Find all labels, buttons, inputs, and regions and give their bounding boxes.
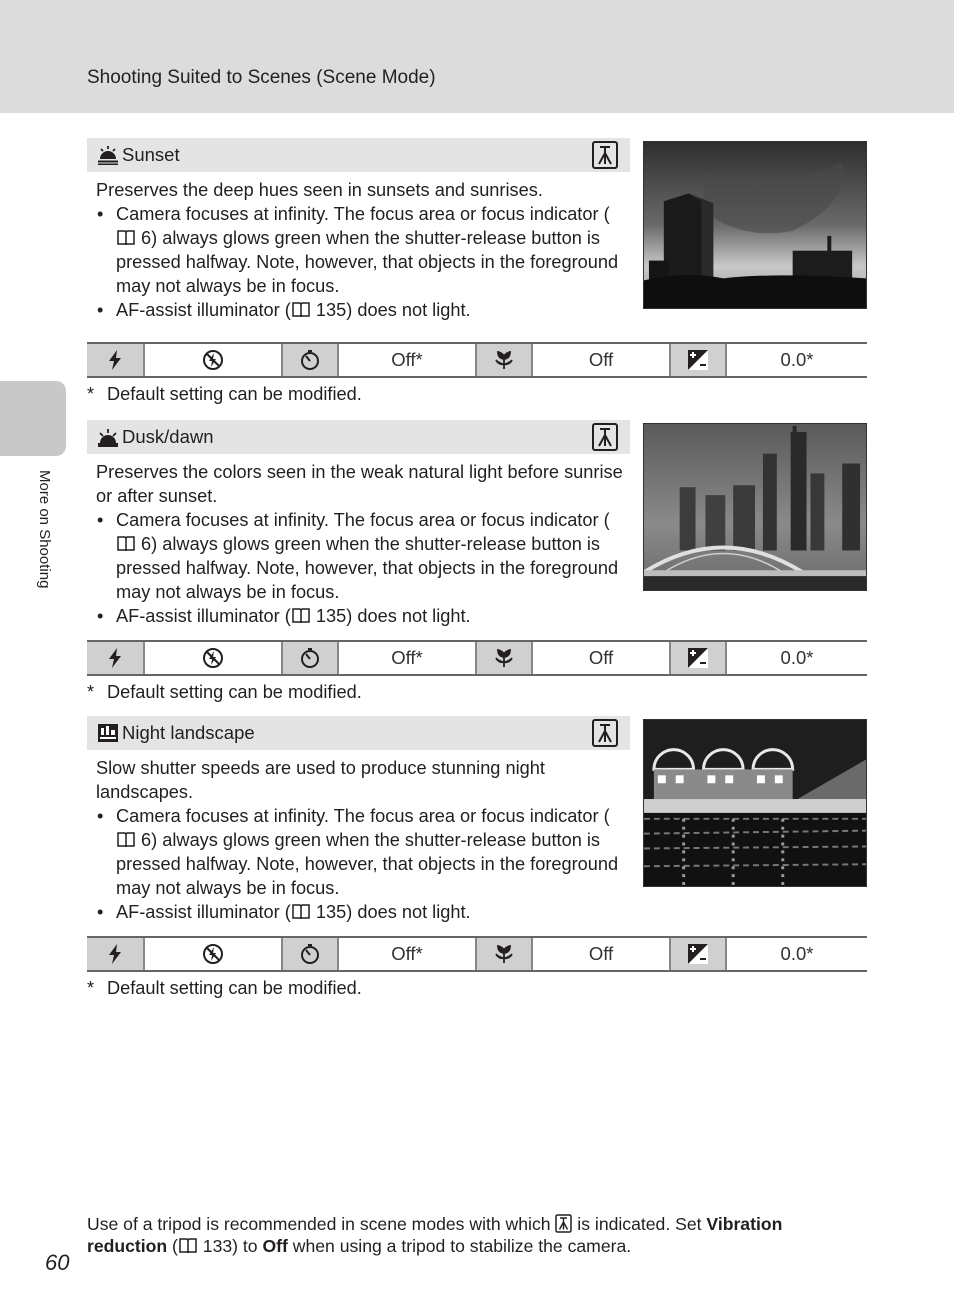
- footnote: [87, 978, 362, 999]
- header-band: [0, 0, 954, 113]
- flash-mode-cell: [87, 938, 143, 970]
- flash-value-cell: [143, 938, 281, 970]
- sunset-photo: [643, 141, 867, 309]
- exposure-value: 0.0*: [725, 938, 867, 970]
- bullet-text-a: AF-assist illuminator (: [116, 606, 291, 626]
- flash-mode-cell: [87, 344, 143, 376]
- self-timer-value: Off*: [337, 938, 475, 970]
- page-header-title: Shooting Suited to Scenes (Scene Mode): [87, 67, 436, 88]
- bullet-af-assist: [96, 604, 626, 628]
- tripod-icon: [555, 1214, 572, 1233]
- bullet-af-assist: [96, 900, 626, 924]
- tripod-usage-note: [87, 1213, 847, 1257]
- intro-text: Slow shutter speeds are used to produce stunning night landscapes.: [96, 758, 545, 802]
- bullet-focus: [96, 508, 626, 604]
- self-timer-value: Off*: [337, 344, 475, 376]
- exposure-value: 0.0*: [725, 344, 867, 376]
- section-sunset: [87, 138, 867, 408]
- night-landscape-icon: [97, 723, 119, 743]
- settings-bar: [87, 936, 867, 972]
- exposure-comp-cell: [669, 344, 725, 376]
- book-reference-icon: [116, 229, 136, 246]
- macro-cell: [475, 344, 531, 376]
- dusk-dawn-icon: [97, 427, 119, 447]
- flash-mode-cell: [87, 642, 143, 674]
- side-tab: [0, 381, 66, 456]
- flash-value-cell: [143, 642, 281, 674]
- note-text: 133) to: [197, 1236, 263, 1256]
- footnote-marker: *: [87, 978, 95, 998]
- tripod-icon: [592, 141, 618, 169]
- note-text: is indicated. Set: [572, 1214, 707, 1234]
- footnote: [87, 682, 362, 703]
- section-description: [96, 756, 626, 924]
- note-bold-text: Off: [262, 1236, 288, 1256]
- note-bold-text: Vibration reduction: [87, 1214, 783, 1256]
- book-reference-icon: [116, 831, 136, 848]
- flash-off-icon: [202, 349, 224, 371]
- book-reference-icon: [178, 1237, 198, 1254]
- macro-icon: [493, 349, 515, 371]
- bullet-text-a: Camera focuses at infinity. The focus area or focus indicator (: [116, 204, 610, 224]
- bullet-text-a: AF-assist illuminator (: [116, 300, 291, 320]
- book-reference-icon: [291, 607, 311, 624]
- intro-text: Preserves the deep hues seen in sunsets and sunrises.: [96, 180, 543, 200]
- note-text: when using a tripod to stabilize the camera.: [287, 1236, 632, 1256]
- page-number: 60: [45, 1250, 70, 1275]
- settings-bar: [87, 342, 867, 378]
- book-reference-icon: [291, 903, 311, 920]
- bullet-text-a: AF-assist illuminator (: [116, 902, 291, 922]
- bullet-text-b: 6) always glows green when the shutter-release button is pressed halfway. Note, however, that objects in the foreground may not always be in focus.: [116, 830, 619, 898]
- flash-off-icon: [202, 647, 224, 669]
- footnote-text: Default setting can be modified.: [107, 384, 362, 404]
- note-text: Use of a tripod is recommended in scene modes with which: [87, 1214, 556, 1234]
- flash-value-cell: [143, 344, 281, 376]
- exposure-compensation-icon: [687, 647, 709, 669]
- bullet-af-assist: [96, 298, 626, 322]
- side-tab-label: More on Shooting: [36, 470, 53, 589]
- macro-icon: [493, 647, 515, 669]
- flash-off-icon: [202, 943, 224, 965]
- section-title: Dusk/dawn: [122, 426, 214, 447]
- section-description: [96, 178, 626, 322]
- section-header: [87, 138, 630, 172]
- section-title: Night landscape: [122, 722, 255, 743]
- macro-icon: [493, 943, 515, 965]
- intro-text: Preserves the colors seen in the weak natural light before sunrise or after sunset.: [96, 462, 623, 506]
- self-timer-icon: [299, 349, 321, 371]
- bullet-text-b: 6) always glows green when the shutter-release button is pressed halfway. Note, however, that objects in the foreground may not always be in focus.: [116, 534, 619, 602]
- bullet-text-b: 135) does not light.: [310, 606, 471, 626]
- self-timer-cell: [281, 344, 337, 376]
- footnote-text: Default setting can be modified.: [107, 978, 362, 998]
- bullet-text-a: Camera focuses at infinity. The focus area or focus indicator (: [116, 510, 610, 530]
- exposure-comp-cell: [669, 642, 725, 674]
- self-timer-value: Off*: [337, 642, 475, 674]
- section-header: [87, 420, 630, 454]
- macro-value: Off: [531, 642, 669, 674]
- footnote-text: Default setting can be modified.: [107, 682, 362, 702]
- bullet-text-b: 135) does not light.: [310, 300, 471, 320]
- tripod-icon: [592, 719, 618, 747]
- self-timer-cell: [281, 642, 337, 674]
- tripod-icon: [592, 423, 618, 451]
- bullet-focus: [96, 804, 626, 900]
- flash-icon: [104, 943, 126, 965]
- bullet-text-b: 135) does not light.: [310, 902, 471, 922]
- macro-cell: [475, 642, 531, 674]
- bullet-text-a: Camera focuses at infinity. The focus area or focus indicator (: [116, 806, 610, 826]
- section-header: [87, 716, 630, 750]
- macro-cell: [475, 938, 531, 970]
- book-reference-icon: [116, 535, 136, 552]
- footnote: [87, 384, 362, 405]
- bullet-focus: [96, 202, 626, 298]
- dusk-city-photo: [643, 423, 867, 591]
- section-title: Sunset: [122, 144, 180, 165]
- macro-value: Off: [531, 938, 669, 970]
- section-night-landscape: [87, 716, 867, 1006]
- footnote-marker: *: [87, 682, 95, 702]
- footnote-marker: *: [87, 384, 95, 404]
- flash-icon: [104, 349, 126, 371]
- self-timer-icon: [299, 943, 321, 965]
- night-riverside-photo: [643, 719, 867, 887]
- exposure-compensation-icon: [687, 943, 709, 965]
- exposure-compensation-icon: [687, 349, 709, 371]
- exposure-comp-cell: [669, 938, 725, 970]
- bullet-text-b: 6) always glows green when the shutter-release button is pressed halfway. Note, however, that objects in the foreground may not always be in focus.: [116, 228, 619, 296]
- flash-icon: [104, 647, 126, 669]
- exposure-value: 0.0*: [725, 642, 867, 674]
- macro-value: Off: [531, 344, 669, 376]
- settings-bar: [87, 640, 867, 676]
- self-timer-cell: [281, 938, 337, 970]
- book-reference-icon: [291, 301, 311, 318]
- section-dusk-dawn: [87, 420, 867, 710]
- self-timer-icon: [299, 647, 321, 669]
- note-text: (: [167, 1236, 178, 1256]
- sunset-icon: [97, 145, 119, 165]
- section-description: [96, 460, 626, 628]
